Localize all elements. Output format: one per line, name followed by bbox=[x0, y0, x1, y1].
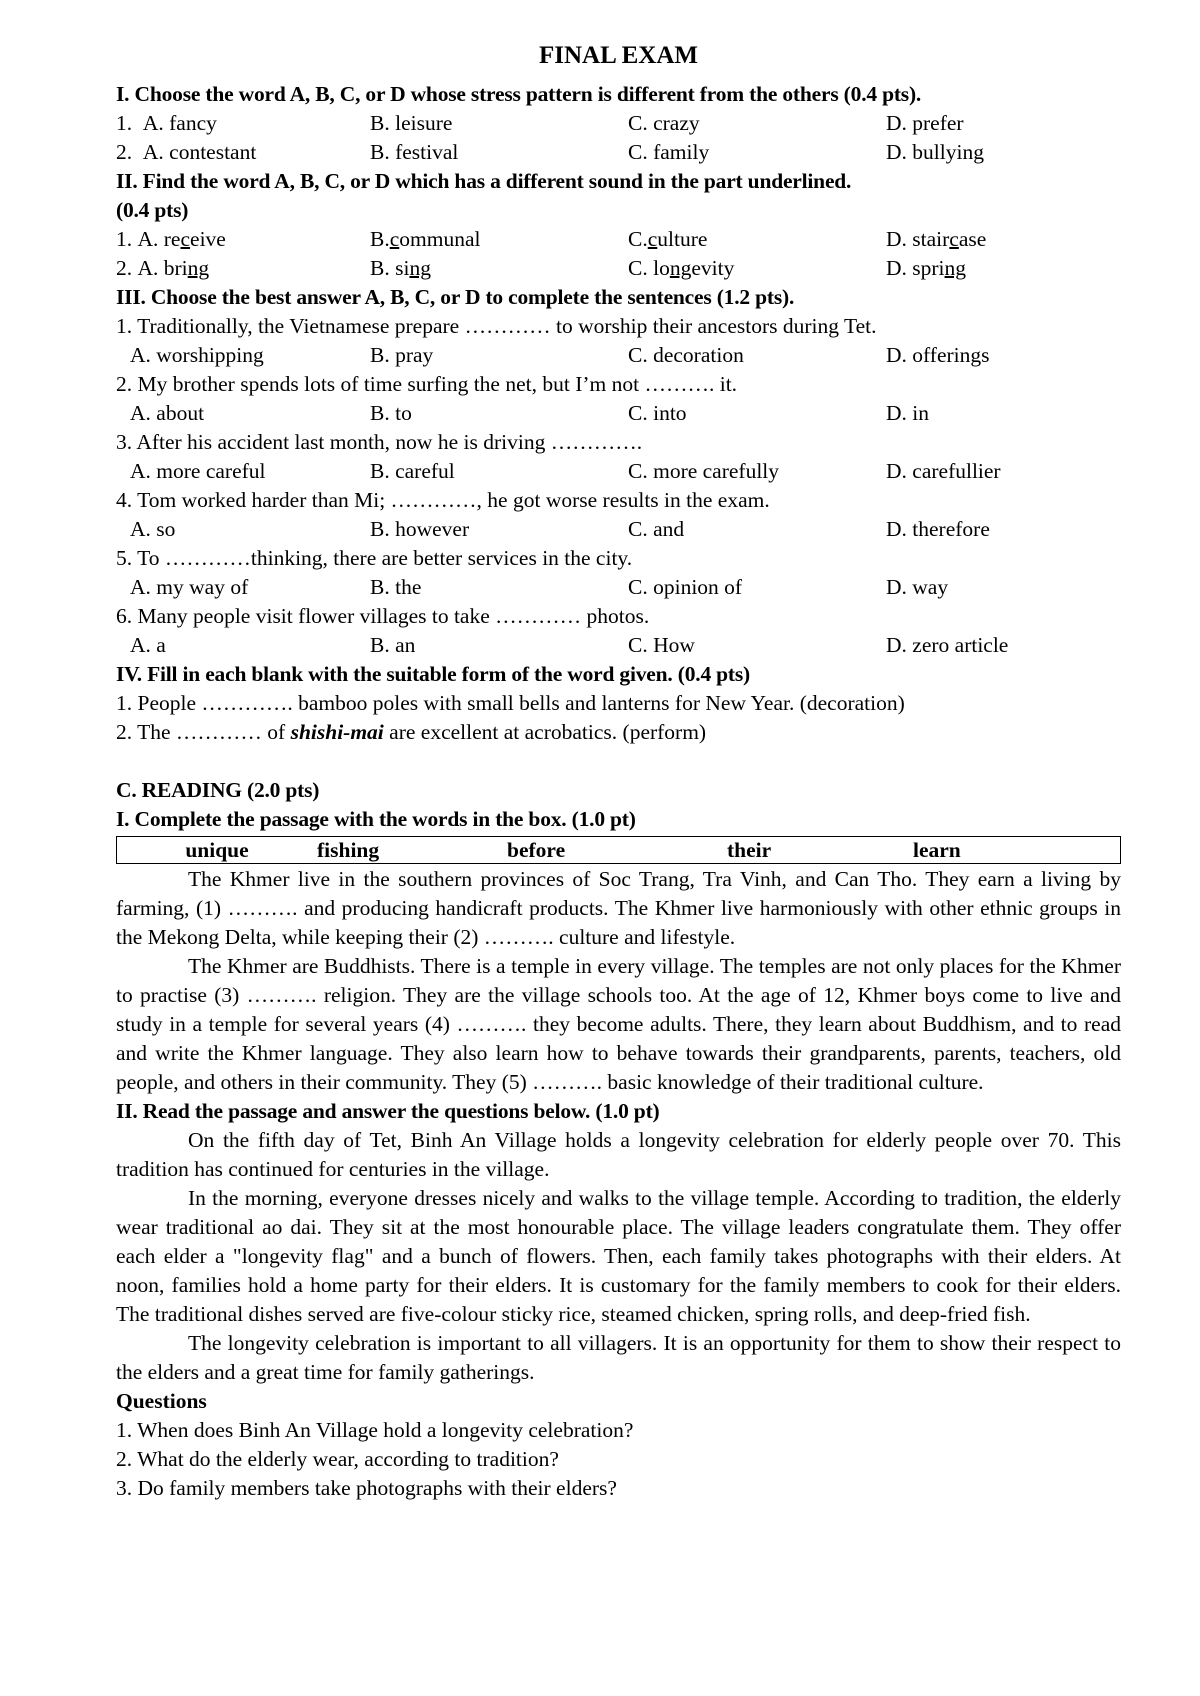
section-3-question-6 bbox=[116, 602, 1121, 660]
question-stem: 1. Traditionally, the Vietnamese prepare ………… to worship their ancestors during Tet. bbox=[116, 314, 877, 338]
section-1-heading: I. Choose the word A, B, C, or D whose stress pattern is different from the others (0.4 pts). bbox=[116, 82, 922, 106]
section-2-points: (0.4 pts) bbox=[116, 198, 189, 222]
question-text-rest: are excellent at acrobatics. (perform) bbox=[383, 720, 707, 744]
option-c-text: C. bbox=[628, 227, 648, 251]
option-b-text: B. bbox=[370, 227, 390, 251]
option-c: C. crazy bbox=[628, 111, 700, 135]
section-3-question-3 bbox=[116, 428, 1121, 486]
question-number: 2. bbox=[116, 256, 133, 280]
option-b: B. festival bbox=[370, 140, 459, 164]
section-4-question-1: 1. People …………. bamboo poles with small bells and lanterns for New Year. (decoration) bbox=[116, 691, 905, 715]
option-b-rest: ommunal bbox=[399, 227, 481, 251]
section-3-question-4 bbox=[116, 486, 1121, 544]
option-c: C. family bbox=[628, 140, 710, 164]
option-c: C. into bbox=[628, 401, 687, 425]
option-d-underlined: ng bbox=[944, 256, 967, 280]
word-box-item: fishing bbox=[317, 838, 380, 862]
section-2-question-1 bbox=[116, 225, 1121, 254]
question-number: 2. bbox=[116, 140, 133, 164]
question-stem: 3. After his accident last month, now he is driving …………. bbox=[116, 430, 643, 454]
option-b: B. the bbox=[370, 575, 422, 599]
option-b-underlined: c bbox=[389, 227, 400, 251]
option-b: B. pray bbox=[370, 343, 434, 367]
option-a-rest: eive bbox=[190, 227, 226, 251]
reading-part-1-paragraph-2: The Khmer are Buddhists. There is a temple in every village. The temples are not only places for the Khmer to practise (3) ………. religion. They are the village schools too. At the age of 12, Khmer boys come to live and study in a temple for several years (4) ………. they become adults. There, they learn about Buddhism, and to read and write the Khmer language. They also learn how to behave towards their grandparents, parents, teachers, old people, and others in their community. They (5) ………. basic knowledge of their traditional culture. bbox=[116, 954, 1121, 1094]
section-3-question-2 bbox=[116, 370, 1121, 428]
reading-part-2-paragraph-3: The longevity celebration is important to all villagers. It is an opportunity for them to show their respect to the elders and a great time for family gatherings. bbox=[116, 1331, 1121, 1384]
word-box-item: learn bbox=[913, 838, 961, 862]
reading-part-1-paragraph-1: The Khmer live in the southern provinces of Soc Trang, Tra Vinh, and Can Tho. They earn a living by farming, (1) ………. and producing handicraft products. The Khmer live harmoniously with other ethnic groups in the Mekong Delta, while keeping their (2) ………. culture and lifestyle. bbox=[116, 867, 1121, 949]
question-stem: 2. My brother spends lots of time surfing the net, but I’m not ………. it. bbox=[116, 372, 738, 396]
option-b-text: B. si bbox=[370, 256, 410, 280]
spacer bbox=[116, 747, 1121, 776]
questions-heading: Questions bbox=[116, 1389, 207, 1413]
option-a-text: A. bri bbox=[137, 256, 188, 280]
section-2-question-2 bbox=[116, 254, 1121, 283]
question-number: 1. bbox=[116, 111, 133, 135]
question-stem: 4. Tom worked harder than Mi; …………, he got worse results in the exam. bbox=[116, 488, 770, 512]
word-box bbox=[116, 836, 1121, 864]
word-box-item: before bbox=[507, 838, 566, 862]
option-c-rest: evity bbox=[691, 256, 735, 280]
option-b: B. an bbox=[370, 633, 416, 657]
reading-part-2-paragraph-1: On the fifth day of Tet, Binh An Village holds a longevity celebration for elderly people over 70. This tradition has continued for centuries in the village. bbox=[116, 1128, 1121, 1181]
section-4-question-2 bbox=[116, 718, 1121, 747]
question-text: 2. The ………… of bbox=[116, 720, 291, 744]
option-c-underlined: c bbox=[647, 227, 658, 251]
reading-question-1: 1. When does Binh An Village hold a longevity celebration? bbox=[116, 1418, 634, 1442]
option-d: D. way bbox=[886, 575, 949, 599]
italic-term: shishi-mai bbox=[290, 720, 384, 744]
reading-question-2: 2. What do the elderly wear, according to tradition? bbox=[116, 1447, 559, 1471]
option-a: A. contestant bbox=[142, 140, 257, 164]
option-d: D. in bbox=[886, 401, 929, 425]
option-d: D. prefer bbox=[886, 111, 964, 135]
option-b-underlined: ng bbox=[409, 256, 431, 280]
option-d-rest: ase bbox=[958, 227, 987, 251]
reading-heading: C. READING (2.0 pts) bbox=[116, 778, 320, 802]
option-d: D. offerings bbox=[886, 343, 990, 367]
option-c-underlined: ng bbox=[669, 256, 692, 280]
option-d-text: D. stair bbox=[886, 227, 950, 251]
option-d: D. therefore bbox=[886, 517, 990, 541]
exam-title: FINAL EXAM bbox=[538, 42, 699, 69]
option-c: C. opinion of bbox=[628, 575, 743, 599]
section-3-heading: III. Choose the best answer A, B, C, or D to complete the sentences (1.2 pts). bbox=[116, 285, 795, 309]
option-c: C. and bbox=[628, 517, 685, 541]
section-2-heading: II. Find the word A, B, C, or D which has a different sound in the part underlined. bbox=[116, 169, 852, 193]
section-4-heading: IV. Fill in each blank with the suitable form of the word given. (0.4 pts) bbox=[116, 662, 751, 686]
option-c-rest: ulture bbox=[657, 227, 708, 251]
option-b: B. to bbox=[370, 401, 412, 425]
reading-part-2-paragraph-2: In the morning, everyone dresses nicely and walks to the village temple. According to tradition, the elderly wear traditional ao dai. They sit at the most honourable place. The village leaders congratulate them. They offer each elder a "longevity flag" and a bunch of flowers. Then, each family takes photographs with their elders. At noon, families hold a home party for their elders. It is customary for the family members to cook for their elders. The traditional dishes served are five-colour sticky rice, steamed chicken, spring rolls, and deep-fried fish. bbox=[116, 1186, 1121, 1326]
question-number: 1. bbox=[116, 227, 133, 251]
option-d-underlined: c bbox=[949, 227, 959, 251]
option-d: D. carefullier bbox=[886, 459, 1001, 483]
option-a: A. about bbox=[130, 401, 205, 425]
word-box-item: unique bbox=[185, 838, 249, 862]
word-box-item: their bbox=[727, 838, 772, 862]
option-a-underlined: c bbox=[180, 227, 191, 251]
option-a-text: A. re bbox=[137, 227, 181, 251]
section-1-question-1 bbox=[116, 109, 1121, 138]
option-c: C. more carefully bbox=[628, 459, 780, 483]
option-d: D. bullying bbox=[886, 140, 984, 164]
question-stem: 5. To …………thinking, there are better services in the city. bbox=[116, 546, 633, 570]
section-3-question-1 bbox=[116, 312, 1121, 370]
option-b: B. leisure bbox=[370, 111, 453, 135]
option-c: C. How bbox=[628, 633, 695, 657]
option-a-underlined: ng bbox=[187, 256, 210, 280]
section-1-question-2 bbox=[116, 138, 1121, 167]
reading-part-2-heading: II. Read the passage and answer the questions below. (1.0 pt) bbox=[116, 1099, 660, 1123]
option-a: A. my way of bbox=[130, 575, 249, 599]
option-a: A. worshipping bbox=[130, 343, 264, 367]
option-a: A. fancy bbox=[142, 111, 217, 135]
reading-part-1-heading: I. Complete the passage with the words in the box. (1.0 pt) bbox=[116, 807, 636, 831]
reading-question-3: 3. Do family members take photographs with their elders? bbox=[116, 1476, 617, 1500]
option-a: A. more careful bbox=[130, 459, 266, 483]
option-a: A. a bbox=[130, 633, 166, 657]
exam-page bbox=[116, 36, 1121, 1503]
option-d-text: D. spri bbox=[886, 256, 945, 280]
option-c: C. decoration bbox=[628, 343, 744, 367]
option-c-text: C. lo bbox=[628, 256, 670, 280]
question-stem: 6. Many people visit flower villages to take ………… photos. bbox=[116, 604, 650, 628]
option-b: B. however bbox=[370, 517, 470, 541]
option-a: A. so bbox=[130, 517, 176, 541]
section-3-question-5 bbox=[116, 544, 1121, 602]
option-b: B. careful bbox=[370, 459, 455, 483]
option-d: D. zero article bbox=[886, 633, 1009, 657]
